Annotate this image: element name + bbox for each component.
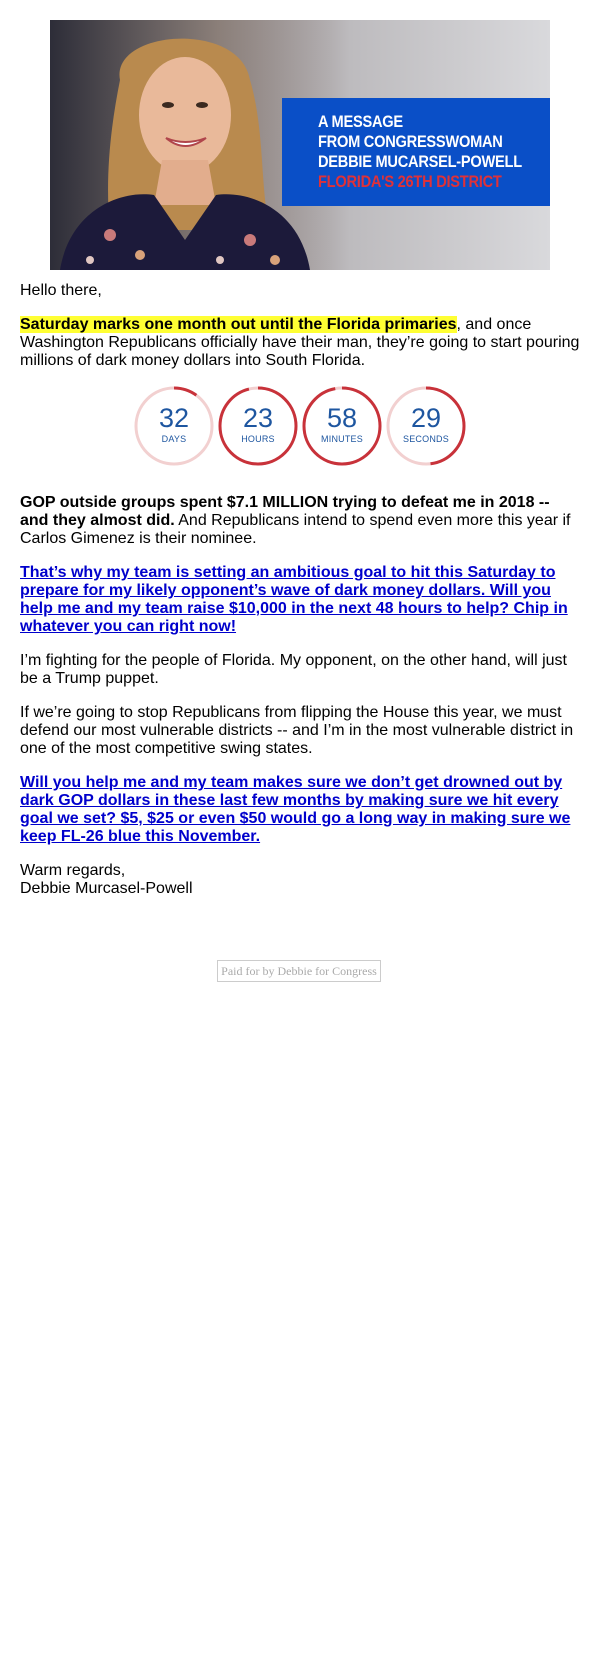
countdown-hours <box>218 386 298 466</box>
signoff <box>20 862 582 898</box>
closing: Warm regards, <box>20 862 126 879</box>
hero-image <box>50 20 550 270</box>
countdown-days <box>134 386 214 466</box>
opponent-paragraph: I’m fighting for the people of Florida. My opponent, on the other hand, will just be a Trump puppet. <box>20 652 567 687</box>
hours-label: HOURS <box>241 434 275 444</box>
signature-name: Debbie Murcasel-Powell <box>20 880 193 897</box>
highlighted-text: Saturday marks one month out until the Florida primaries <box>20 316 457 333</box>
email-body <box>20 282 582 914</box>
seconds-label: SECONDS <box>403 434 449 444</box>
hours-value: 23 <box>242 403 274 433</box>
donate-link-1[interactable]: That’s why my team is setting an ambitious goal to hit this Saturday to prepare for my likely opponent’s wave of dark money dollars. Will you help me and my team raise $10,000 in the next 48 hours to help? Chip in whatever you can right now! <box>20 564 568 635</box>
spending-paragraph <box>20 494 582 548</box>
days-label: DAYS <box>161 434 187 444</box>
spending-bold: GOP outside groups spent $7.1 MILLION trying to defeat me in 2018 -- and they almost did. <box>20 494 550 529</box>
banner-line-3: DEBBIE MUCARSEL-POWELL <box>318 152 522 171</box>
greeting: Hello there, <box>20 282 102 299</box>
seconds-value: 29 <box>410 403 442 433</box>
donate-link-2[interactable]: Will you help me and my team makes sure we don’t get drowned out by dark GOP dollars in these last few months by making sure we hit every goal we set? $5, $25 or even $50 would go a long way in making sure we keep FL-26 blue this November. <box>20 774 571 845</box>
intro-paragraph <box>20 316 582 370</box>
house-paragraph: If we’re going to stop Republicans from flipping the House this year, we must defend our most vulnerable districts -- and I’m in the most vulnerable district in one of the most competitive swing states. <box>20 704 574 757</box>
minutes-label: MINUTES <box>321 434 363 444</box>
countdown-minutes <box>302 386 382 466</box>
spending-rest: And Republicans intend to spend even more this year if Carlos Gimenez is their nominee. <box>20 512 571 547</box>
cta-paragraph-1 <box>20 564 582 636</box>
cta-paragraph-2 <box>20 774 582 846</box>
paid-for-disclaimer: Paid for by Debbie for Congress <box>217 960 381 982</box>
banner-line-2: FROM CONGRESSWOMAN <box>318 132 503 151</box>
banner-line-4: FLORIDA'S 26TH DISTRICT <box>318 172 502 191</box>
message-banner <box>282 98 550 206</box>
minutes-value: 58 <box>326 403 358 433</box>
banner-line-1: A MESSAGE <box>318 112 403 131</box>
intro-rest: , and once Washington Republicans officially have their man, they’re going to start pouring millions of dark money dollars into South Florida. <box>20 316 580 369</box>
countdown-seconds <box>386 386 466 466</box>
countdown-timer <box>20 386 582 470</box>
days-value: 32 <box>158 403 190 433</box>
